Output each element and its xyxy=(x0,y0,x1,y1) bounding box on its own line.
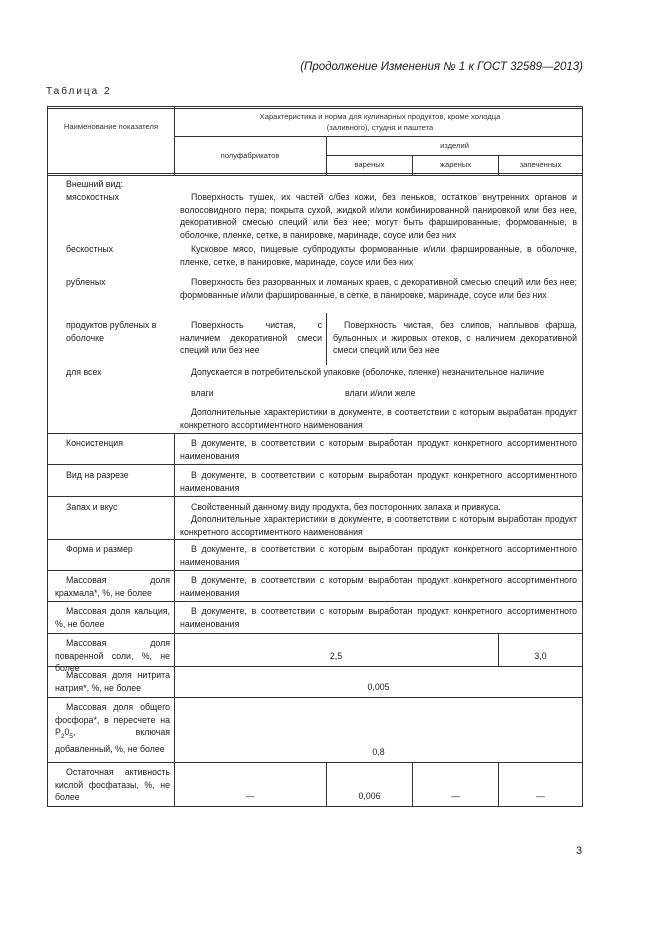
phosphorus-label-part-1: Массовая доля общего фосфора*, в пересчете на P xyxy=(55,702,170,737)
row-rule xyxy=(47,601,583,602)
calcium-label: Массовая доля кальция, %, не более xyxy=(55,606,170,629)
all-products: влаги и/или желе xyxy=(345,388,416,398)
table-border-left xyxy=(47,106,48,807)
smell-text-1: Свойственный данному виду продукта, без посторонних запаха и привкуса. xyxy=(191,502,501,512)
col-divider-3 xyxy=(412,155,413,176)
row-rule xyxy=(47,496,583,497)
col-divider-2 xyxy=(326,136,327,176)
starch-text: В документе, в соответствии с которым выработан продукт конкретного ассортиментного наименования xyxy=(180,575,577,598)
nitrite-label: Массовая доля нитрита натрия*, %, не более xyxy=(55,670,170,693)
table-border-top xyxy=(47,106,583,107)
table-border-right xyxy=(582,106,583,807)
acid-baked-value: — xyxy=(536,791,545,801)
shape-label: Форма и размер xyxy=(66,544,133,554)
header-rule-1 xyxy=(174,136,583,137)
header-fried: жареных xyxy=(439,160,472,169)
phosphorus-label-mid: 0 xyxy=(64,727,70,737)
row-rule xyxy=(47,464,583,465)
salt-label: Массовая доля поваренной соли, %, не более xyxy=(55,638,170,673)
all-label: для всех xyxy=(66,367,102,377)
phosphorus-sub-2: 5 xyxy=(69,732,74,740)
row-rule xyxy=(47,633,583,634)
header-rule-2 xyxy=(326,155,583,156)
consistency-label: Консистенция xyxy=(66,438,123,448)
header-rule-bottom xyxy=(47,173,583,174)
header-baked: запеченных xyxy=(519,160,562,169)
header-rule-bottom-2 xyxy=(47,175,583,176)
all-additional: Дополнительные характеристики в документе, в соответствии с которым вырабатан продукт конкретного ассортиментного наименования xyxy=(180,407,577,430)
boneless-label: бескостных xyxy=(66,244,114,254)
table-caption: Таблица 2 xyxy=(46,86,112,97)
cut-label: Вид на разрезе xyxy=(66,470,129,480)
minced-casing-label: продуктов рубленых в оболочке xyxy=(66,320,157,343)
continuation-header: (Продолжение Изменения № 1 к ГОСТ 32589—2013) xyxy=(300,61,583,73)
page-number: 3 xyxy=(576,845,583,857)
col-divider-4 xyxy=(498,762,499,807)
row-rule xyxy=(47,697,583,698)
boneless-text: Кусковое мясо, пищевые субпродукты формованные и/или фаршированные, в оболочке, пленке, сетке, в панировке, маринаде, соусе или без них xyxy=(180,244,577,267)
smell-text-2: Дополнительные характеристики в документе, в соответствии с которым выработан продукт конкретного ассортиментного наименования xyxy=(180,514,577,537)
col-divider-1 xyxy=(174,433,175,807)
acid-boiled-value: 0,006 xyxy=(358,791,381,801)
minced-casing-semi: Поверхность чистая, с наличием декоративной смеси специй или без нее xyxy=(180,320,322,355)
nitrite-value: 0,005 xyxy=(367,682,390,692)
row-rule xyxy=(47,762,583,763)
starch-label: Массовая доля крахмала*, %, не более xyxy=(55,575,170,598)
salt-baked-value: 3,0 xyxy=(534,651,547,661)
table-border-top-inner xyxy=(47,108,583,109)
acid-fried-value: — xyxy=(451,791,460,801)
acid-semi-value: — xyxy=(245,791,255,801)
consistency-text: В документе, в соответствии с которым выработан продукт конкретного ассортиментного наименования xyxy=(180,438,577,461)
col-divider-4 xyxy=(498,155,499,176)
col-divider-1 xyxy=(174,106,175,176)
appearance-label: Внешний вид: xyxy=(66,179,123,189)
minced-text: Поверхность без разорванных и ломаных краев, с декоративной смесью специй или без нее; формованные и/или фаршированные, в сетке, в панировке, маринаде, соусе или без них xyxy=(180,277,577,300)
phosphorus-label xyxy=(55,701,170,756)
table-border-bottom xyxy=(47,806,583,807)
col-divider-2 xyxy=(326,313,327,365)
smell-label: Запах и вкус xyxy=(66,502,118,512)
meat-bone-text: Поверхность тушек, их частей с/без кожи, без пеньков, остатков внутренних органов и волосовидного пера; покрыта сухой, жидкой и/или комбинированной панировкой или без нее, декоративной смесью специй или без нее; могут быть фаршированные, формованные, в оболочке, пленке, сетке, в панировке, маринаде, соусе или без них xyxy=(180,192,577,240)
header-semi: полуфабрикатов xyxy=(220,151,280,160)
salt-value: 2,5 xyxy=(329,651,343,661)
cut-text: В документе, в соответствии с которым выработан продукт конкретного ассортиментного наименования xyxy=(180,470,577,493)
minced-label: рубленых xyxy=(66,277,106,287)
col-divider-2 xyxy=(326,762,327,807)
header-characteristic: Характеристика и норма для кулинарных продуктов, кроме холодца (заливного), студня и паштета xyxy=(259,112,501,132)
phosphorus-sub-1: 2 xyxy=(60,732,65,740)
minced-casing-products: Поверхность чистая, без слипов, наплывов фарша, бульонных и жировых отеков, с наличием декоративной смеси специй или без нее xyxy=(333,320,577,355)
header-indicator: Наименование показателя xyxy=(63,122,159,131)
row-rule xyxy=(47,433,583,434)
phosphorus-label-part-2: , включая добавленный, %, не более xyxy=(55,727,170,755)
header-boiled: вареных xyxy=(354,160,385,169)
acid-label: Остаточная активность кислой фосфатазы, %, не более xyxy=(55,767,170,802)
header-products: изделий xyxy=(440,141,469,150)
phosphorus-value: 0,8 xyxy=(372,747,385,757)
col-divider-3 xyxy=(412,762,413,807)
row-rule xyxy=(47,570,583,571)
calcium-text: В документе, в соответствии с которым выработан продукт конкретного ассортиментного наименования xyxy=(180,606,577,629)
meat-bone-label: мясокостных xyxy=(66,192,120,202)
all-semi: влаги xyxy=(191,388,214,398)
col-divider-4 xyxy=(498,633,499,667)
all-text: Допускается в потребительской упаковке (оболочке, пленке) незначительное наличие xyxy=(191,367,545,377)
row-rule xyxy=(47,539,583,540)
shape-text: В документе, в соответствии с которым выработан продукт конкретного ассортиментного наименования xyxy=(180,544,577,567)
